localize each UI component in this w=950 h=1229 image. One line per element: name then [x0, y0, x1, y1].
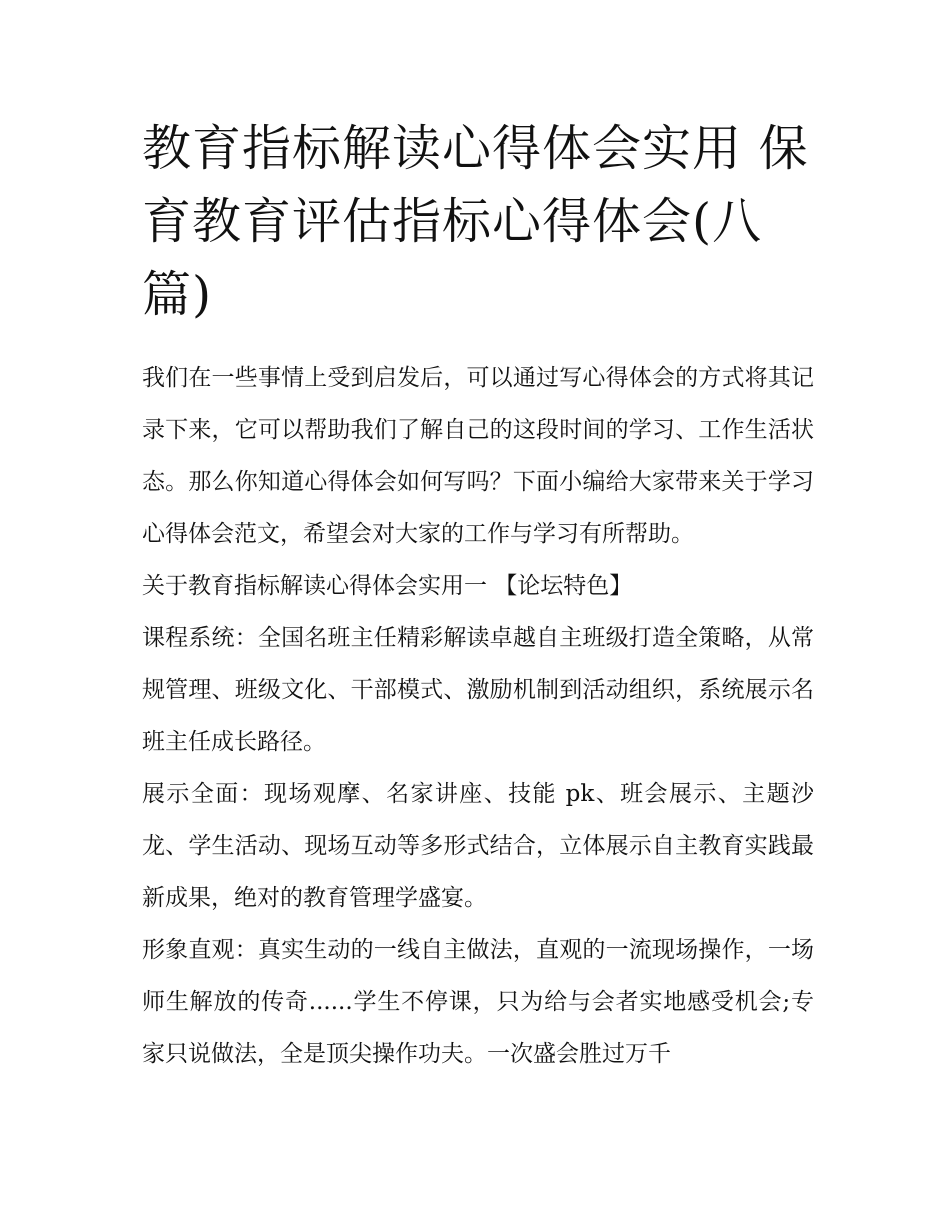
document-title: 教育指标解读心得体会实用 保育教育评估指标心得体会(八篇)	[142, 120, 809, 323]
intuitive-image-paragraph: 形象直观：真实生动的一线自主做法，直观的一流现场操作，一场师生解放的传奇......学生不停课，只为给与会者实地感受机会;专家只说做法，全是顶尖操作功夫。一次盛会胜过万千	[142, 937, 814, 1067]
section-heading: 关于教育指标解读心得体会实用一 【论坛特色】	[142, 573, 633, 599]
comprehensive-display-paragraph: 展示全面：现场观摩、名家讲座、技能 pk、班会展示、主题沙龙、学生活动、现场互动等多形式结合，立体展示自主教育实践最新成果，绝对的教育管理学盛宴。	[142, 781, 814, 911]
document-body	[142, 352, 814, 1080]
course-system-paragraph: 课程系统：全国名班主任精彩解读卓越自主班级打造全策略，从常规管理、班级文化、干部模式、激励机制到活动组织，系统展示名班主任成长路径。	[142, 625, 814, 755]
intro-paragraph: 我们在一些事情上受到启发后，可以通过写心得体会的方式将其记录下来，它可以帮助我们了解自己的这段时间的学习、工作生活状态。那么你知道心得体会如何写吗？下面小编给大家带来关于学习心得体会范文，希望会对大家的工作与学习有所帮助。	[142, 365, 814, 547]
